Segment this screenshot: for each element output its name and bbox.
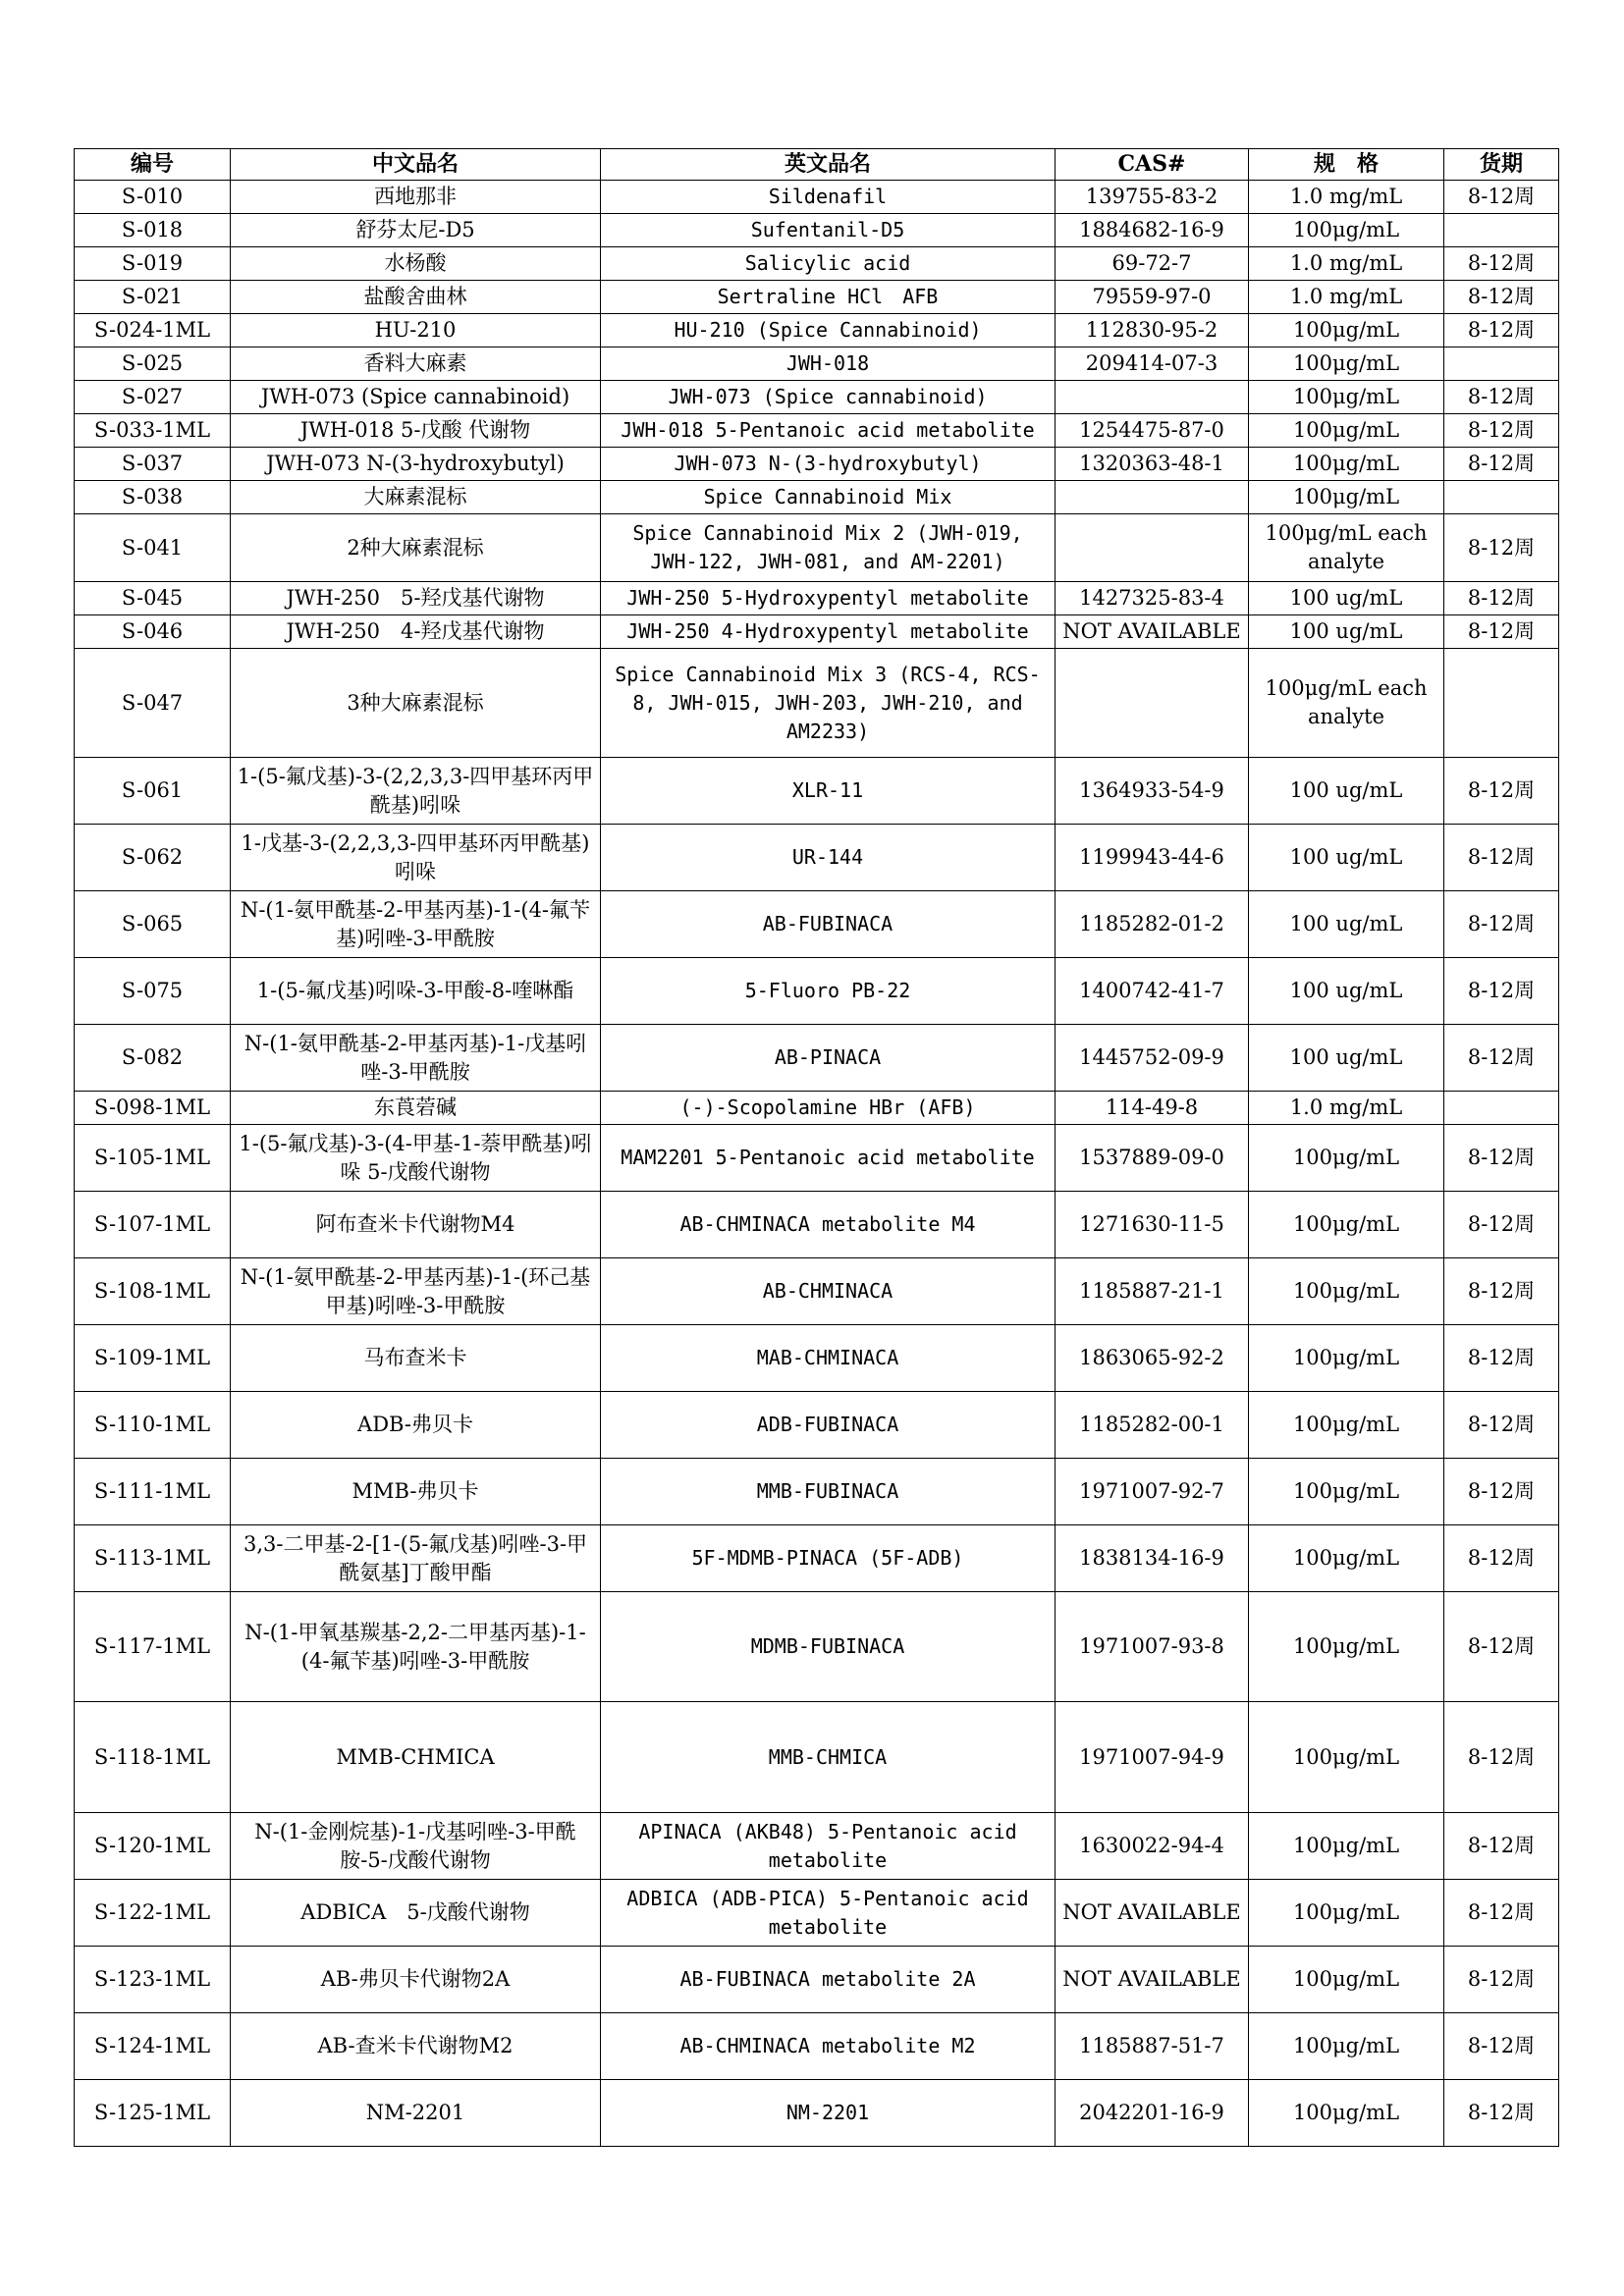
cell-lead-time: 8-12周 bbox=[1444, 181, 1559, 214]
cell-chinese-name: HU-210 bbox=[231, 314, 601, 347]
cell-english-name: MMB-CHMICA bbox=[601, 1702, 1056, 1813]
cell-cas: 1320363-48-1 bbox=[1056, 448, 1249, 481]
cell-id: S-046 bbox=[75, 615, 231, 649]
cell-lead-time: 8-12周 bbox=[1444, 582, 1559, 615]
cell-spec: 100μg/mL bbox=[1249, 481, 1444, 514]
cell-spec: 1.0 mg/mL bbox=[1249, 1092, 1444, 1125]
cell-id: S-021 bbox=[75, 281, 231, 314]
cell-id: S-018 bbox=[75, 214, 231, 247]
cell-id: S-025 bbox=[75, 347, 231, 381]
cell-chinese-name: N-(1-氨甲酰基-2-甲基丙基)-1-(环己基甲基)吲唑-3-甲酰胺 bbox=[231, 1258, 601, 1325]
cell-spec: 100μg/mL bbox=[1249, 2080, 1444, 2147]
cell-spec: 100μg/mL bbox=[1249, 347, 1444, 381]
cell-spec: 100μg/mL bbox=[1249, 1813, 1444, 1880]
table-row bbox=[75, 1813, 1559, 1880]
cell-english-name: JWH-250 5-Hydroxypentyl metabolite bbox=[601, 582, 1056, 615]
table-row bbox=[75, 181, 1559, 214]
cell-cas: 1185887-51-7 bbox=[1056, 2013, 1249, 2080]
cell-cas: NOT AVAILABLE bbox=[1056, 1947, 1249, 2013]
cell-english-name: (-)-Scopolamine HBr (AFB) bbox=[601, 1092, 1056, 1125]
cell-id: S-062 bbox=[75, 825, 231, 891]
cell-english-name: ADB-FUBINACA bbox=[601, 1392, 1056, 1459]
table-row bbox=[75, 448, 1559, 481]
cell-chinese-name: NM-2201 bbox=[231, 2080, 601, 2147]
cell-id: S-041 bbox=[75, 514, 231, 582]
table-row bbox=[75, 381, 1559, 414]
header-row bbox=[75, 149, 1559, 181]
cell-spec: 100μg/mL bbox=[1249, 1459, 1444, 1525]
cell-lead-time: 8-12周 bbox=[1444, 448, 1559, 481]
cell-lead-time: 8-12周 bbox=[1444, 1125, 1559, 1192]
cell-cas: 139755-83-2 bbox=[1056, 181, 1249, 214]
cell-lead-time: 8-12周 bbox=[1444, 891, 1559, 958]
table-row bbox=[75, 1947, 1559, 2013]
cell-lead-time: 8-12周 bbox=[1444, 1025, 1559, 1092]
cell-lead-time: 8-12周 bbox=[1444, 1880, 1559, 1947]
cell-id: S-024-1ML bbox=[75, 314, 231, 347]
cell-chinese-name: 西地那非 bbox=[231, 181, 601, 214]
cell-cas: 112830-95-2 bbox=[1056, 314, 1249, 347]
cell-id: S-075 bbox=[75, 958, 231, 1025]
cell-spec: 100μg/mL bbox=[1249, 1947, 1444, 2013]
table-row bbox=[75, 649, 1559, 758]
cell-spec: 100μg/mL bbox=[1249, 1392, 1444, 1459]
cell-english-name: JWH-018 bbox=[601, 347, 1056, 381]
cell-chinese-name: JWH-018 5-戊酸 代谢物 bbox=[231, 414, 601, 448]
cell-english-name: AB-FUBINACA bbox=[601, 891, 1056, 958]
cell-spec: 100μg/mL bbox=[1249, 1592, 1444, 1702]
cell-english-name: AB-CHMINACA metabolite M2 bbox=[601, 2013, 1056, 2080]
table-row bbox=[75, 582, 1559, 615]
cell-english-name: JWH-073 N-(3-hydroxybutyl) bbox=[601, 448, 1056, 481]
cell-english-name: XLR-11 bbox=[601, 758, 1056, 825]
cell-cas: 1364933-54-9 bbox=[1056, 758, 1249, 825]
cell-cas: 69-72-7 bbox=[1056, 247, 1249, 281]
cell-id: S-117-1ML bbox=[75, 1592, 231, 1702]
cell-cas: 1537889-09-0 bbox=[1056, 1125, 1249, 1192]
cell-spec: 100μg/mL each analyte bbox=[1249, 514, 1444, 582]
cell-chinese-name: 2种大麻素混标 bbox=[231, 514, 601, 582]
cell-lead-time: 8-12周 bbox=[1444, 281, 1559, 314]
cell-chinese-name: 3,3-二甲基-2-[1-(5-氟戊基)吲唑-3-甲酰氨基]丁酸甲酯 bbox=[231, 1525, 601, 1592]
cell-id: S-045 bbox=[75, 582, 231, 615]
cell-cas: 1971007-93-8 bbox=[1056, 1592, 1249, 1702]
cell-english-name: Sildenafil bbox=[601, 181, 1056, 214]
cell-cas: NOT AVAILABLE bbox=[1056, 1880, 1249, 1947]
cell-chinese-name: 3种大麻素混标 bbox=[231, 649, 601, 758]
cell-cas: 1185282-01-2 bbox=[1056, 891, 1249, 958]
cell-english-name: JWH-250 4-Hydroxypentyl metabolite bbox=[601, 615, 1056, 649]
table-row bbox=[75, 214, 1559, 247]
cell-spec: 100μg/mL bbox=[1249, 381, 1444, 414]
cell-chinese-name: N-(1-氨甲酰基-2-甲基丙基)-1-戊基吲唑-3-甲酰胺 bbox=[231, 1025, 601, 1092]
table-row bbox=[75, 314, 1559, 347]
table-row bbox=[75, 615, 1559, 649]
cell-english-name: Spice Cannabinoid Mix 2 (JWH-019, JWH-122, JWH-081, and AM-2201) bbox=[601, 514, 1056, 582]
header-chinese-name: 中文品名 bbox=[231, 149, 601, 181]
table-row bbox=[75, 891, 1559, 958]
cell-spec: 100μg/mL bbox=[1249, 214, 1444, 247]
cell-cas: 114-49-8 bbox=[1056, 1092, 1249, 1125]
cell-spec: 100μg/mL bbox=[1249, 2013, 1444, 2080]
cell-chinese-name: AB-查米卡代谢物M2 bbox=[231, 2013, 601, 2080]
cell-id: S-082 bbox=[75, 1025, 231, 1092]
cell-id: S-105-1ML bbox=[75, 1125, 231, 1192]
header-cas: CAS# bbox=[1056, 149, 1249, 181]
cell-spec: 100μg/mL bbox=[1249, 414, 1444, 448]
cell-spec: 100 ug/mL bbox=[1249, 582, 1444, 615]
cell-lead-time: 8-12周 bbox=[1444, 1947, 1559, 2013]
cell-lead-time bbox=[1444, 481, 1559, 514]
cell-cas bbox=[1056, 514, 1249, 582]
cell-chinese-name: ADBICA 5-戊酸代谢物 bbox=[231, 1880, 601, 1947]
table-row bbox=[75, 1392, 1559, 1459]
cell-lead-time: 8-12周 bbox=[1444, 1258, 1559, 1325]
cell-cas: 1199943-44-6 bbox=[1056, 825, 1249, 891]
cell-cas bbox=[1056, 481, 1249, 514]
cell-cas: 1271630-11-5 bbox=[1056, 1192, 1249, 1258]
cell-spec: 100 ug/mL bbox=[1249, 615, 1444, 649]
cell-lead-time bbox=[1444, 649, 1559, 758]
cell-english-name: HU-210 (Spice Cannabinoid) bbox=[601, 314, 1056, 347]
cell-spec: 100μg/mL bbox=[1249, 448, 1444, 481]
cell-english-name: Sertraline HCl AFB bbox=[601, 281, 1056, 314]
cell-id: S-038 bbox=[75, 481, 231, 514]
cell-cas bbox=[1056, 381, 1249, 414]
cell-chinese-name: 水杨酸 bbox=[231, 247, 601, 281]
cell-lead-time: 8-12周 bbox=[1444, 314, 1559, 347]
cell-lead-time: 8-12周 bbox=[1444, 615, 1559, 649]
cell-chinese-name: MMB-CHMICA bbox=[231, 1702, 601, 1813]
cell-english-name: 5F-MDMB-PINACA (5F-ADB) bbox=[601, 1525, 1056, 1592]
cell-spec: 100μg/mL each analyte bbox=[1249, 649, 1444, 758]
cell-id: S-108-1ML bbox=[75, 1258, 231, 1325]
table-row bbox=[75, 1258, 1559, 1325]
cell-english-name: 5-Fluoro PB-22 bbox=[601, 958, 1056, 1025]
table-row bbox=[75, 1125, 1559, 1192]
cell-chinese-name: 1-(5-氟戊基)吲哚-3-甲酸-8-喹啉酯 bbox=[231, 958, 601, 1025]
header-spec: 规 格 bbox=[1249, 149, 1444, 181]
cell-id: S-124-1ML bbox=[75, 2013, 231, 2080]
cell-cas: 1427325-83-4 bbox=[1056, 582, 1249, 615]
cell-cas: 1971007-94-9 bbox=[1056, 1702, 1249, 1813]
cell-id: S-033-1ML bbox=[75, 414, 231, 448]
cell-spec: 100μg/mL bbox=[1249, 1125, 1444, 1192]
cell-id: S-122-1ML bbox=[75, 1880, 231, 1947]
cell-lead-time bbox=[1444, 347, 1559, 381]
cell-english-name: APINACA (AKB48) 5-Pentanoic acid metabolite bbox=[601, 1813, 1056, 1880]
table-row bbox=[75, 1325, 1559, 1392]
cell-lead-time: 8-12周 bbox=[1444, 381, 1559, 414]
cell-lead-time: 8-12周 bbox=[1444, 958, 1559, 1025]
cell-chinese-name: MMB-弗贝卡 bbox=[231, 1459, 601, 1525]
cell-lead-time: 8-12周 bbox=[1444, 1525, 1559, 1592]
cell-chinese-name: JWH-073 (Spice cannabinoid) bbox=[231, 381, 601, 414]
cell-spec: 100 ug/mL bbox=[1249, 758, 1444, 825]
cell-lead-time: 8-12周 bbox=[1444, 2080, 1559, 2147]
cell-cas: 1254475-87-0 bbox=[1056, 414, 1249, 448]
cell-lead-time bbox=[1444, 1092, 1559, 1125]
cell-id: S-027 bbox=[75, 381, 231, 414]
cell-english-name: JWH-018 5-Pentanoic acid metabolite bbox=[601, 414, 1056, 448]
table-row bbox=[75, 758, 1559, 825]
cell-chinese-name: 1-(5-氟戊基)-3-(2,2,3,3-四甲基环丙甲酰基)吲哚 bbox=[231, 758, 601, 825]
table-row bbox=[75, 281, 1559, 314]
table-row bbox=[75, 958, 1559, 1025]
product-table bbox=[74, 148, 1559, 2147]
cell-english-name: MAB-CHMINACA bbox=[601, 1325, 1056, 1392]
cell-english-name: MDMB-FUBINACA bbox=[601, 1592, 1056, 1702]
cell-id: S-120-1ML bbox=[75, 1813, 231, 1880]
cell-english-name: Spice Cannabinoid Mix bbox=[601, 481, 1056, 514]
cell-id: S-061 bbox=[75, 758, 231, 825]
table-row bbox=[75, 1880, 1559, 1947]
cell-lead-time: 8-12周 bbox=[1444, 1813, 1559, 1880]
cell-chinese-name: N-(1-氨甲酰基-2-甲基丙基)-1-(4-氟苄基)吲唑-3-甲酰胺 bbox=[231, 891, 601, 958]
table-row bbox=[75, 1525, 1559, 1592]
table-row bbox=[75, 1192, 1559, 1258]
cell-english-name: ADBICA (ADB-PICA) 5-Pentanoic acid metabolite bbox=[601, 1880, 1056, 1947]
cell-english-name: JWH-073 (Spice cannabinoid) bbox=[601, 381, 1056, 414]
cell-chinese-name: 舒芬太尼-D5 bbox=[231, 214, 601, 247]
cell-chinese-name: N-(1-甲氧基羰基-2,2-二甲基丙基)-1-(4-氟苄基)吲唑-3-甲酰胺 bbox=[231, 1592, 601, 1702]
cell-cas: 2042201-16-9 bbox=[1056, 2080, 1249, 2147]
cell-spec: 100μg/mL bbox=[1249, 1525, 1444, 1592]
cell-english-name: Sufentanil-D5 bbox=[601, 214, 1056, 247]
table-row bbox=[75, 481, 1559, 514]
cell-chinese-name: 东莨菪碱 bbox=[231, 1092, 601, 1125]
cell-cas: 1630022-94-4 bbox=[1056, 1813, 1249, 1880]
cell-id: S-123-1ML bbox=[75, 1947, 231, 2013]
cell-spec: 100μg/mL bbox=[1249, 1192, 1444, 1258]
cell-id: S-010 bbox=[75, 181, 231, 214]
cell-english-name: AB-CHMINACA metabolite M4 bbox=[601, 1192, 1056, 1258]
cell-chinese-name: JWH-250 5-羟戊基代谢物 bbox=[231, 582, 601, 615]
cell-id: S-125-1ML bbox=[75, 2080, 231, 2147]
cell-cas: 79559-97-0 bbox=[1056, 281, 1249, 314]
cell-cas: 1838134-16-9 bbox=[1056, 1525, 1249, 1592]
cell-chinese-name: 1-(5-氟戊基)-3-(4-甲基-1-萘甲酰基)吲哚 5-戊酸代谢物 bbox=[231, 1125, 601, 1192]
cell-chinese-name: 香料大麻素 bbox=[231, 347, 601, 381]
cell-id: S-113-1ML bbox=[75, 1525, 231, 1592]
cell-lead-time: 8-12周 bbox=[1444, 414, 1559, 448]
cell-spec: 100μg/mL bbox=[1249, 314, 1444, 347]
cell-id: S-107-1ML bbox=[75, 1192, 231, 1258]
table-row bbox=[75, 825, 1559, 891]
table-row bbox=[75, 414, 1559, 448]
cell-english-name: NM-2201 bbox=[601, 2080, 1056, 2147]
cell-chinese-name: 1-戊基-3-(2,2,3,3-四甲基环丙甲酰基)吲哚 bbox=[231, 825, 601, 891]
cell-id: S-111-1ML bbox=[75, 1459, 231, 1525]
cell-spec: 100μg/mL bbox=[1249, 1880, 1444, 1947]
table-row bbox=[75, 1025, 1559, 1092]
cell-spec: 100 ug/mL bbox=[1249, 825, 1444, 891]
cell-cas: 1185887-21-1 bbox=[1056, 1258, 1249, 1325]
cell-cas: 1445752-09-9 bbox=[1056, 1025, 1249, 1092]
cell-cas: NOT AVAILABLE bbox=[1056, 615, 1249, 649]
cell-spec: 100 ug/mL bbox=[1249, 891, 1444, 958]
cell-lead-time: 8-12周 bbox=[1444, 1592, 1559, 1702]
table-row bbox=[75, 514, 1559, 582]
cell-id: S-019 bbox=[75, 247, 231, 281]
cell-chinese-name: 马布查米卡 bbox=[231, 1325, 601, 1392]
cell-english-name: Salicylic acid bbox=[601, 247, 1056, 281]
cell-chinese-name: JWH-073 N-(3-hydroxybutyl) bbox=[231, 448, 601, 481]
cell-english-name: MMB-FUBINACA bbox=[601, 1459, 1056, 1525]
cell-spec: 100μg/mL bbox=[1249, 1702, 1444, 1813]
table-row bbox=[75, 347, 1559, 381]
cell-cas: 1971007-92-7 bbox=[1056, 1459, 1249, 1525]
cell-chinese-name: 大麻素混标 bbox=[231, 481, 601, 514]
cell-id: S-047 bbox=[75, 649, 231, 758]
cell-lead-time: 8-12周 bbox=[1444, 514, 1559, 582]
cell-lead-time: 8-12周 bbox=[1444, 825, 1559, 891]
cell-spec: 100 ug/mL bbox=[1249, 958, 1444, 1025]
cell-cas: 209414-07-3 bbox=[1056, 347, 1249, 381]
table-row bbox=[75, 1092, 1559, 1125]
table-row bbox=[75, 2080, 1559, 2147]
cell-cas: 1863065-92-2 bbox=[1056, 1325, 1249, 1392]
cell-english-name: AB-CHMINACA bbox=[601, 1258, 1056, 1325]
cell-chinese-name: N-(1-金刚烷基)-1-戊基吲唑-3-甲酰胺-5-戊酸代谢物 bbox=[231, 1813, 601, 1880]
cell-lead-time: 8-12周 bbox=[1444, 1392, 1559, 1459]
cell-id: S-118-1ML bbox=[75, 1702, 231, 1813]
cell-chinese-name: AB-弗贝卡代谢物2A bbox=[231, 1947, 601, 2013]
cell-chinese-name: JWH-250 4-羟戊基代谢物 bbox=[231, 615, 601, 649]
cell-id: S-110-1ML bbox=[75, 1392, 231, 1459]
cell-id: S-065 bbox=[75, 891, 231, 958]
cell-lead-time: 8-12周 bbox=[1444, 1459, 1559, 1525]
cell-english-name: AB-FUBINACA metabolite 2A bbox=[601, 1947, 1056, 2013]
cell-spec: 100 ug/mL bbox=[1249, 1025, 1444, 1092]
table-body bbox=[75, 181, 1559, 2147]
cell-chinese-name: 阿布查米卡代谢物M4 bbox=[231, 1192, 601, 1258]
table-row bbox=[75, 1459, 1559, 1525]
header-id: 编号 bbox=[75, 149, 231, 181]
cell-cas: 1400742-41-7 bbox=[1056, 958, 1249, 1025]
header-english-name: 英文品名 bbox=[601, 149, 1056, 181]
table-row bbox=[75, 1592, 1559, 1702]
cell-cas: 1185282-00-1 bbox=[1056, 1392, 1249, 1459]
cell-chinese-name: 盐酸舍曲林 bbox=[231, 281, 601, 314]
table-row bbox=[75, 247, 1559, 281]
cell-cas: 1884682-16-9 bbox=[1056, 214, 1249, 247]
cell-lead-time: 8-12周 bbox=[1444, 1325, 1559, 1392]
cell-lead-time bbox=[1444, 214, 1559, 247]
table-row bbox=[75, 2013, 1559, 2080]
cell-spec: 1.0 mg/mL bbox=[1249, 181, 1444, 214]
cell-english-name: MAM2201 5-Pentanoic acid metabolite bbox=[601, 1125, 1056, 1192]
cell-id: S-037 bbox=[75, 448, 231, 481]
cell-chinese-name: ADB-弗贝卡 bbox=[231, 1392, 601, 1459]
cell-lead-time: 8-12周 bbox=[1444, 2013, 1559, 2080]
header-lead-time: 货期 bbox=[1444, 149, 1559, 181]
cell-spec: 1.0 mg/mL bbox=[1249, 281, 1444, 314]
cell-id: S-098-1ML bbox=[75, 1092, 231, 1125]
cell-english-name: Spice Cannabinoid Mix 3 (RCS-4, RCS-8, JWH-015, JWH-203, JWH-210, and AM2233) bbox=[601, 649, 1056, 758]
cell-lead-time: 8-12周 bbox=[1444, 247, 1559, 281]
table-row bbox=[75, 1702, 1559, 1813]
cell-spec: 100μg/mL bbox=[1249, 1258, 1444, 1325]
cell-id: S-109-1ML bbox=[75, 1325, 231, 1392]
cell-spec: 1.0 mg/mL bbox=[1249, 247, 1444, 281]
cell-lead-time: 8-12周 bbox=[1444, 1192, 1559, 1258]
cell-cas bbox=[1056, 649, 1249, 758]
cell-spec: 100μg/mL bbox=[1249, 1325, 1444, 1392]
cell-english-name: UR-144 bbox=[601, 825, 1056, 891]
cell-lead-time: 8-12周 bbox=[1444, 758, 1559, 825]
cell-english-name: AB-PINACA bbox=[601, 1025, 1056, 1092]
cell-lead-time: 8-12周 bbox=[1444, 1702, 1559, 1813]
